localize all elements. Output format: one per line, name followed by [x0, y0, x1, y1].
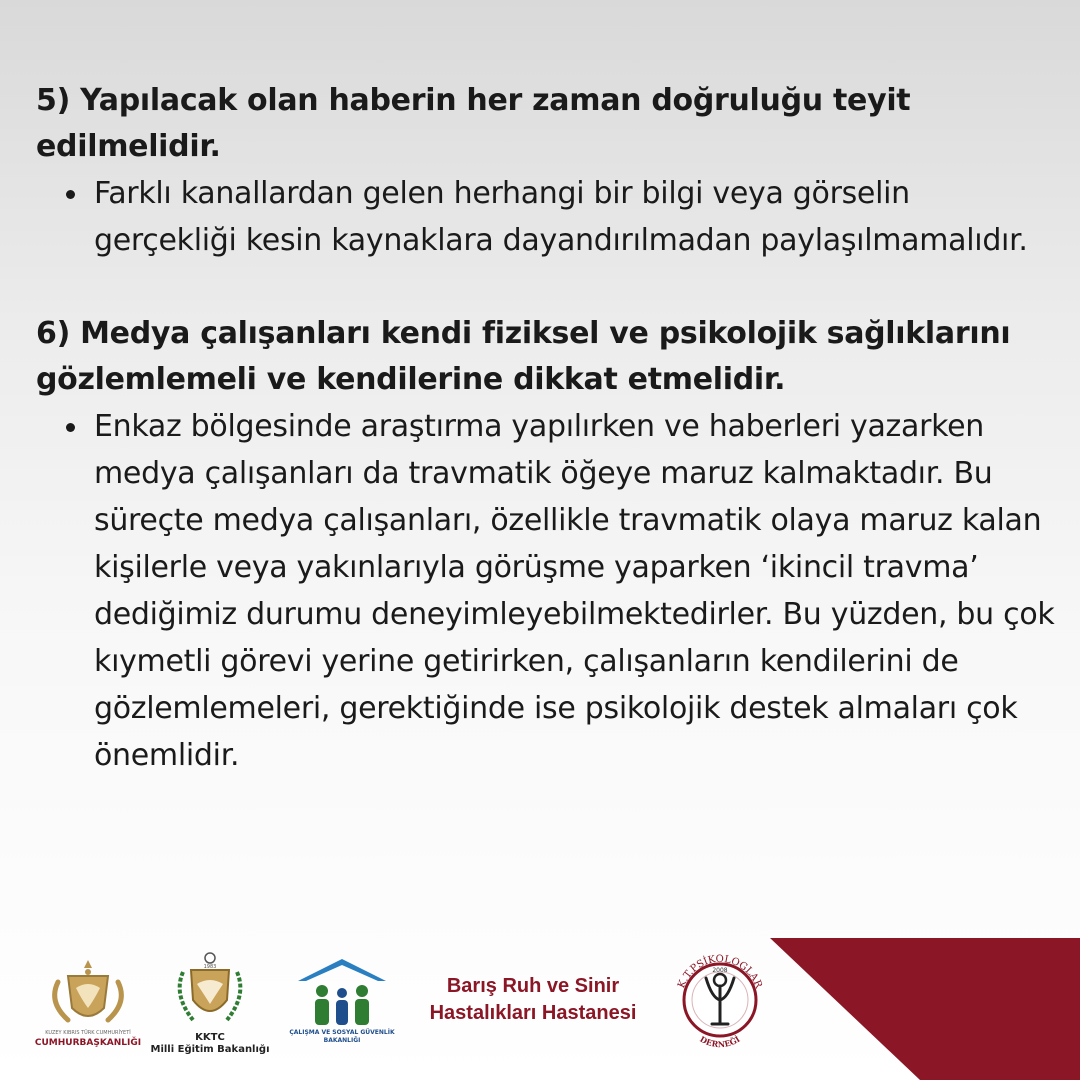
psychologists-association-logo-icon	[668, 944, 772, 1056]
presidency-logo: KUZEY KIBRIS TÜRK CUMHURİYETİ CUMHURBAŞKANLIĞI	[38, 952, 138, 1062]
association-arc-bottom: DERNEĞİ	[698, 1033, 742, 1050]
corner-accent-shape	[770, 938, 1080, 1080]
bullet-dot-icon	[66, 190, 75, 199]
presidency-emblem-icon	[38, 952, 138, 1032]
labour-ministry-logo: ÇALIŞMA VE SOSYAL GÜVENLİK BAKANLIĞI	[292, 955, 392, 1055]
section-6-bullets	[36, 403, 1056, 779]
labour-ministry-logo-icon	[292, 955, 392, 1030]
association-year: 2008	[712, 967, 728, 974]
education-ministry-logo: 1983 KKTC Milli Eğitim Bakanlığı	[155, 950, 265, 1060]
education-ministry-emblem-icon	[155, 950, 265, 1030]
section-5-heading: 5) Yapılacak olan haberin her zaman doğruluğu teyit edilmelidir.	[36, 83, 911, 164]
list-item: Farklı kanallardan gelen herhangi bir bilgi veya görselin gerçekliği kesin kaynaklara dayandırılmadan paylaşılmamalıdır.	[36, 170, 1056, 264]
association-arc-top: K.T.PSİKOLOGLAR	[676, 953, 764, 990]
bullet-dot-icon	[66, 423, 75, 432]
list-item: Enkaz bölgesinde araştırma yapılırken ve haberleri yazarken medya çalışanları da travmatik öğeye maruz kalmaktadır. Bu süreçte medya çalışanları, özellikle travmatik olaya maruz kalan kişilerle veya yakınlarıyla görüşme yaparken ‘ikincil travma’ dediğimiz durumu deneyimleyebilmektedirler. Bu yüzden, bu çok kıymetli görevi yerine getirirken, çalışanların kendilerini de gözlemlemeleri, gerektiğinde ise psikolojik destek almaları çok önemlidir.	[36, 403, 1056, 779]
hospital-name: Barış Ruh ve Sinir Hastalıkları Hastanesi	[429, 975, 637, 1024]
psychologists-association-logo	[668, 944, 772, 1056]
section-5-bullets	[36, 170, 1056, 264]
main-content	[36, 78, 1056, 779]
section-6-heading: 6) Medya çalışanları kendi fiziksel ve psikolojik sağlıklarını gözlemlemeli ve kendilerine dikkat etmelidir.	[36, 316, 1011, 397]
